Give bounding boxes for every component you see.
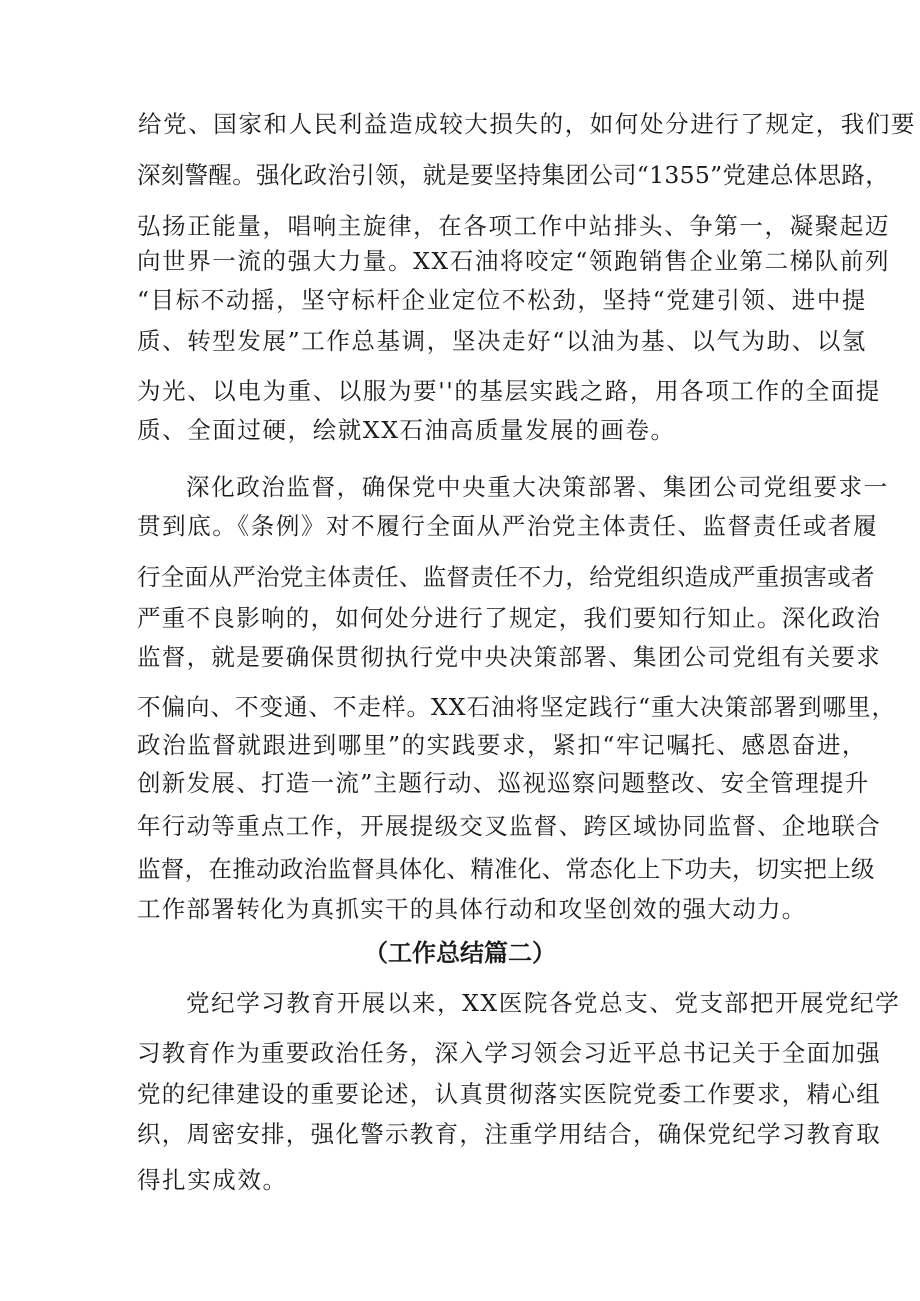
- text-line: 深刻警醒。强化政治引领，就是要坚持集团公司“1355”党建总体思路，: [137, 161, 890, 189]
- text-line: 不偏向、不变通、不走样。XX石油将坚定践行“重大决策部署到哪里，: [137, 693, 896, 721]
- text-line: 行全面从严治党主体责任、监督责任不力，给党组织造成严重损害或者: [137, 563, 875, 591]
- text-line: 监督，在推动政治监督具体化、精准化、常态化上下功夫，切实把上级: [137, 855, 875, 883]
- text-line: 向世界一流的强大力量。XX石油将咬定“领跑销售企业第二梯队前列: [137, 247, 891, 275]
- text-line: 党的纪律建设的重要论述，认真贯彻落实医院党委工作要求，精心组: [137, 1080, 881, 1108]
- text-line: 习教育作为重要政治任务，深入学习领会习近平总书记关于全面加强: [137, 1039, 881, 1067]
- text-line: 严重不良影响的，如何处分进行了规定，我们要知行知止。深化政治: [137, 604, 881, 632]
- text-line: 政治监督就跟进到哪里”的实践要求，紧扣“牢记嘱托、感恩奋进，: [137, 731, 868, 759]
- text-line: 为光、以电为重、以服为要''的基层实践之路，用各项工作的全面提: [137, 377, 882, 405]
- text-line: 监督，就是要确保贯彻执行党中央决策部署、集团公司党组有关要求: [137, 643, 881, 671]
- text-line: 弘扬正能量，唱响主旋律，在各项工作中站排头、争第一，凝聚起迈: [137, 212, 890, 240]
- text-line: 给党、国家和人民利益造成较大损失的，如何处分进行了规定，我们要: [138, 110, 917, 138]
- text-line: 创新发展、打造一流”主题行动、巡视巡察问题整改、安全管理提升: [137, 769, 870, 797]
- section-heading: （工作总结篇二）: [364, 939, 556, 967]
- text-line: 深化政治监督，确保党中央重大决策部署、集团公司党组要求一: [186, 473, 889, 501]
- text-line: 年行动等重点工作，开展提级交叉监督、跨区域协同监督、企地联合: [137, 812, 881, 840]
- text-line: 贯到底。《条例》对不履行全面从严治党主体责任、监督责任或者履: [137, 512, 879, 540]
- text-line: 织，周密安排，强化警示教育，注重学用结合，确保党纪学习教育取: [137, 1120, 881, 1148]
- text-line: 质、转型发展”工作总基调，坚决走好“以油为基、以气为助、以氢: [137, 327, 868, 355]
- text-line: 工作部署转化为真抓实干的具体行动和攻坚创效的强大动力。: [137, 895, 807, 923]
- text-line: “目标不动摇，坚守标杆企业定位不松劲，坚持“党建引领、进中提: [137, 286, 868, 314]
- text-line: 质、全面过硬，绘就XX石油高质量发展的画卷。: [137, 416, 676, 444]
- text-line: 得扎实成效。: [137, 1166, 288, 1194]
- text-line: 党纪学习教育开展以来，XX医院各党总支、党支部把开展党纪学: [186, 989, 901, 1017]
